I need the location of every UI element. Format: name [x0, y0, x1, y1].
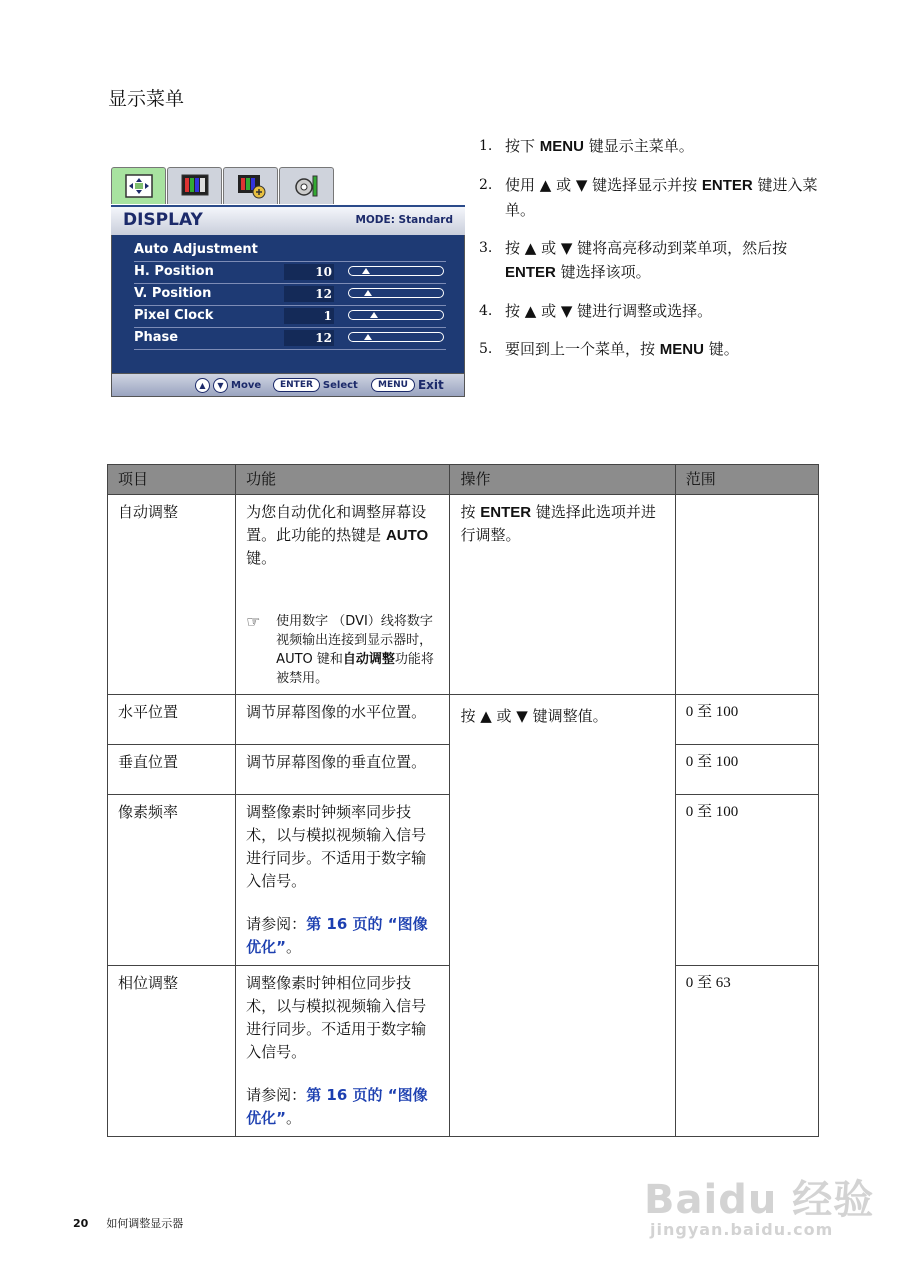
step-text: 按 ▲ 或 ▼ 键将高亮移动到菜单项，然后按 [505, 239, 788, 257]
osd-move-hint [195, 378, 261, 393]
cell-item: 水平位置 [108, 695, 236, 745]
step-text: 按 ▲ 或 ▼ 键进行调整或选择。 [505, 302, 713, 320]
reference-prefix: 请参阅： [246, 1086, 307, 1104]
step-text: 按下 [505, 137, 540, 155]
function-text: 调整像素时钟相位同步技术，以与模拟视频输入信号进行同步。不适用于数字输入信号。 [246, 974, 427, 1061]
osd-select-label: Select [322, 379, 358, 391]
osd-select-hint [273, 378, 358, 392]
step-key: MENU [539, 138, 584, 155]
osd-row-label: Auto Adjustment [134, 242, 258, 257]
table-row [108, 695, 819, 745]
up-arrow-icon: ▲ [195, 378, 210, 393]
page-number: 20 [73, 1217, 89, 1230]
step-key: ENTER [701, 177, 753, 194]
note [246, 612, 439, 688]
osd-row-v-position[interactable] [134, 283, 446, 306]
osd-exit-label: Exit [417, 378, 444, 392]
osd-row-label: V. Position [134, 286, 212, 301]
osd-menu-list [111, 235, 465, 373]
reference-prefix: 请参阅： [246, 915, 307, 933]
osd-row-label: Phase [134, 330, 179, 345]
osd-tabs [111, 165, 465, 205]
display-menu-table [107, 464, 819, 1137]
instruction-steps [479, 134, 839, 376]
cell-function [236, 495, 450, 695]
operation-text: 键选择此选项并进行调整。 [460, 503, 656, 544]
cell-range: 0 至 100 [675, 795, 818, 966]
table-header-row [108, 465, 819, 495]
reference-link[interactable]: 第 16 页的 “图像优化” [246, 1086, 428, 1127]
osd-mode-label: MODE: Standard [355, 214, 453, 226]
osd-row-value: 1 [284, 308, 334, 324]
cell-range [675, 495, 818, 695]
osd-footer [111, 373, 465, 397]
page-footer [73, 1215, 183, 1231]
step-number: 2. [479, 177, 493, 193]
display-settings-icon [124, 173, 154, 199]
osd-row-label: H. Position [134, 264, 214, 279]
function-key: AUTO [385, 527, 429, 544]
step-number: 4. [479, 303, 493, 319]
osd-slider-thumb[interactable] [364, 290, 372, 296]
osd-tab-picture-advanced[interactable] [223, 167, 278, 204]
menu-key-badge: MENU [371, 378, 415, 392]
osd-row-auto-adjustment[interactable] [134, 239, 446, 262]
cell-function [236, 795, 450, 966]
picture-advanced-icon [236, 173, 266, 199]
step-number: 1. [479, 138, 493, 154]
step-text: 键选择该项。 [555, 263, 651, 281]
step-text: 要回到上一个菜单，按 [505, 340, 660, 358]
osd-row-h-position[interactable] [134, 261, 446, 284]
note-text: 功能将被禁用。 [276, 652, 434, 686]
reference-suffix: 。 [286, 938, 302, 956]
cell-item: 相位调整 [108, 966, 236, 1137]
step-key: MENU [659, 341, 704, 358]
step-text: 键进入菜单。 [505, 176, 818, 219]
step-text: 使用 ▲ 或 ▼ 键选择显示并按 [505, 176, 702, 194]
osd-row-pixel-clock[interactable] [134, 305, 446, 328]
osd-slider-thumb[interactable] [370, 312, 378, 318]
cell-function: 调节屏幕图像的水平位置。 [236, 695, 450, 745]
step-item [479, 299, 839, 323]
osd-header-title: DISPLAY [123, 210, 203, 230]
step-number: 3. [479, 240, 493, 256]
operation-key: ENTER [480, 504, 532, 521]
osd-move-label: Move [231, 380, 262, 391]
osd-row-value: 12 [284, 330, 334, 346]
function-text: 调整像素时钟频率同步技术，以与模拟视频输入信号进行同步。不适用于数字输入信号。 [246, 803, 427, 890]
osd-tab-picture[interactable] [167, 167, 222, 204]
osd-slider[interactable] [348, 288, 444, 298]
pointing-hand-icon: ☞ [246, 612, 261, 631]
cell-function: 调节屏幕图像的垂直位置。 [236, 745, 450, 795]
watermark-logo: Baidu 经验 [644, 1177, 875, 1223]
watermark [630, 1140, 880, 1250]
osd-row-value: 12 [284, 286, 334, 302]
osd-row-value: 10 [284, 264, 334, 280]
reference-link[interactable]: 第 16 页的 “图像优化” [246, 915, 428, 956]
cell-item: 垂直位置 [108, 745, 236, 795]
cell-operation [450, 495, 675, 695]
step-item [479, 337, 839, 362]
enter-key-badge: ENTER [273, 378, 320, 392]
osd-display-menu [111, 165, 465, 397]
column-header-range: 范围 [675, 465, 818, 495]
osd-exit-hint [371, 378, 444, 392]
reference [246, 913, 439, 959]
osd-tab-system[interactable] [279, 167, 334, 204]
picture-icon [180, 173, 210, 199]
operation-text: 按 [460, 503, 481, 521]
down-arrow-icon: ▼ [213, 378, 228, 393]
page-title: 显示菜单 [108, 88, 185, 110]
watermark-url: jingyan.baidu.com [650, 1220, 834, 1239]
cell-operation: 按 ▲ 或 ▼ 键调整值。 [450, 695, 675, 1137]
cell-range: 0 至 100 [675, 695, 818, 745]
step-item [479, 236, 839, 285]
step-item [479, 173, 839, 222]
table-row [108, 495, 819, 695]
osd-header [111, 205, 465, 235]
step-key: ENTER [505, 264, 556, 281]
osd-slider[interactable] [348, 310, 444, 320]
osd-row-phase[interactable] [134, 327, 446, 350]
note-bold-text: 自动调整 [342, 652, 395, 667]
system-settings-icon [292, 173, 322, 199]
cell-item: 自动调整 [108, 495, 236, 695]
osd-tab-display[interactable] [111, 167, 166, 204]
osd-slider[interactable] [348, 332, 444, 342]
cell-range: 0 至 100 [675, 745, 818, 795]
column-header-function: 功能 [236, 465, 450, 495]
osd-slider[interactable] [348, 266, 444, 276]
footer-section: 如何调整显示器 [106, 1217, 184, 1230]
step-item [479, 134, 839, 159]
step-number: 5. [479, 341, 493, 357]
cell-item: 像素频率 [108, 795, 236, 966]
column-header-item: 项目 [108, 465, 236, 495]
step-text: 键显示主菜单。 [583, 137, 694, 155]
osd-row-label: Pixel Clock [134, 308, 214, 323]
cell-range: 0 至 63 [675, 966, 818, 1137]
function-text: 为您自动优化和调整屏幕设置。此功能的热键是 [246, 503, 427, 544]
cell-function [236, 966, 450, 1137]
osd-slider-thumb[interactable] [362, 268, 370, 274]
column-header-operation: 操作 [450, 465, 675, 495]
function-text: 键。 [246, 549, 277, 567]
osd-slider-thumb[interactable] [364, 334, 372, 340]
reference-suffix: 。 [286, 1109, 302, 1127]
step-text: 键。 [703, 340, 739, 358]
reference [246, 1084, 439, 1130]
note-text: 使用数字 （DVI）线将数字视频输出连接到显示器时， AUTO 键和 [276, 614, 433, 667]
